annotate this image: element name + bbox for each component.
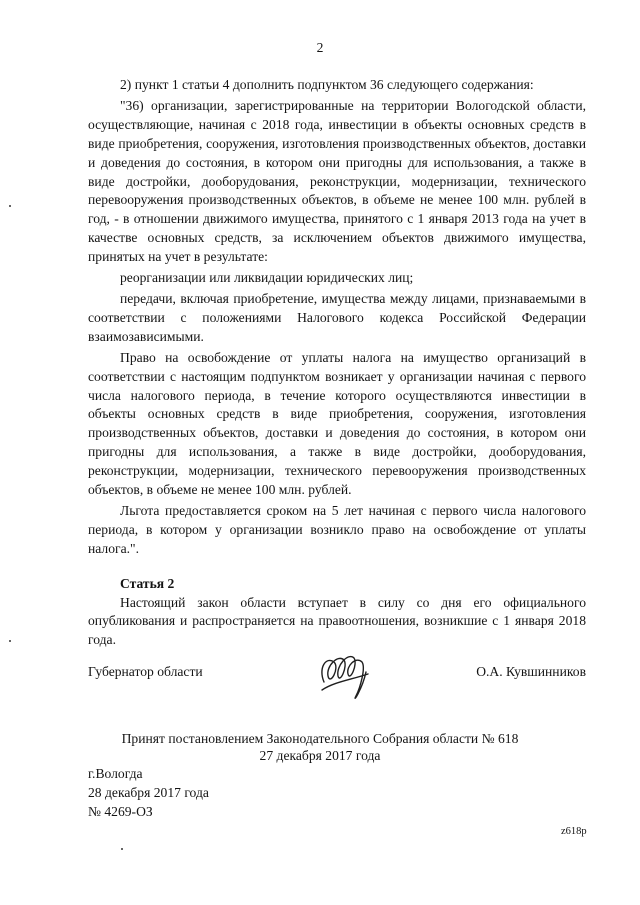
adoption-note — [0, 730, 640, 764]
subparagraph-36: "36) организации, зарегистрированные на территории Вологодской области, осуществляющие, начиная с 2018 года, инвестиции в объекты основных средств в виде приобретения, сооружения, изготовления производственных объектов, доставки и доведения до состояния, в котором они пригодны для использования, а также в виде достройки, дооборудования, реконструкции, модернизации, технического перевооружения производственных объектов, в объеме не менее 100 млн. рублей в год, - в отношении движимого имущества, принятого с 1 января 2013 года на учет в качестве основных средств, за исключением объектов движимого имущества, принятых на учет в результате: — [88, 97, 586, 265]
adoption-date: 27 декабря 2017 года — [259, 748, 381, 763]
signing-date: 28 декабря 2017 года — [88, 785, 209, 800]
exemption-right: Право на освобождение от уплаты налога на имущество организаций в соответствии с настоящим подпунктом возникает у организации начиная с первого числа налогового периода, в течение которого осуществляются инвестиции в объекты основных средств в виде приобретения, сооружения, изготовления производственных объектов, доставки и доведения до состояния, в котором они пригодны для использования, а также в виде достройки, дооборудования, реконструкции, модернизации, технического перевооружения производственных объектов, в объеме не менее 100 млн. рублей. — [88, 349, 586, 498]
document-code: z618p — [561, 826, 587, 837]
margin-mark — [9, 640, 11, 642]
signer-name: О.А. Кувшинников — [476, 664, 586, 679]
handwritten-signature — [316, 646, 372, 706]
benefit-term: Льгота предоставляется сроком на 5 лет начиная с первого числа налогового периода, в котором у организации возникло право на освобождение от уплаты налога.". — [88, 502, 586, 556]
amendment-intro: 2) пункт 1 статьи 4 дополнить подпунктом 36 следующего содержания: — [120, 77, 534, 92]
article-2-text: Настоящий закон области вступает в силу со дня его официального опубликования и распространяется на правоотношения, возникшие с 1 января 2018 года. — [88, 594, 586, 648]
exception-reorganization: реорганизации или ликвидации юридических лиц; — [120, 270, 414, 286]
article-2-title: Статья 2 — [120, 575, 175, 591]
law-metadata — [88, 764, 209, 821]
signature-block — [88, 664, 586, 704]
exception-transfer: передачи, включая приобретение, имущества между лицами, признаваемыми в соответствии с положениями Налогового кодекса Российской Федерации взаимозависимыми. — [88, 290, 586, 344]
margin-mark — [121, 848, 123, 850]
signer-title: Губернатор области — [88, 664, 203, 679]
margin-mark — [9, 205, 11, 207]
adoption-line-1: Принят постановлением Законодательного Собрания области № 618 — [121, 731, 519, 746]
law-body — [88, 76, 586, 652]
law-number: № 4269-ОЗ — [88, 804, 153, 819]
page-number: 2 — [316, 40, 324, 55]
place: г.Вологда — [88, 766, 143, 781]
